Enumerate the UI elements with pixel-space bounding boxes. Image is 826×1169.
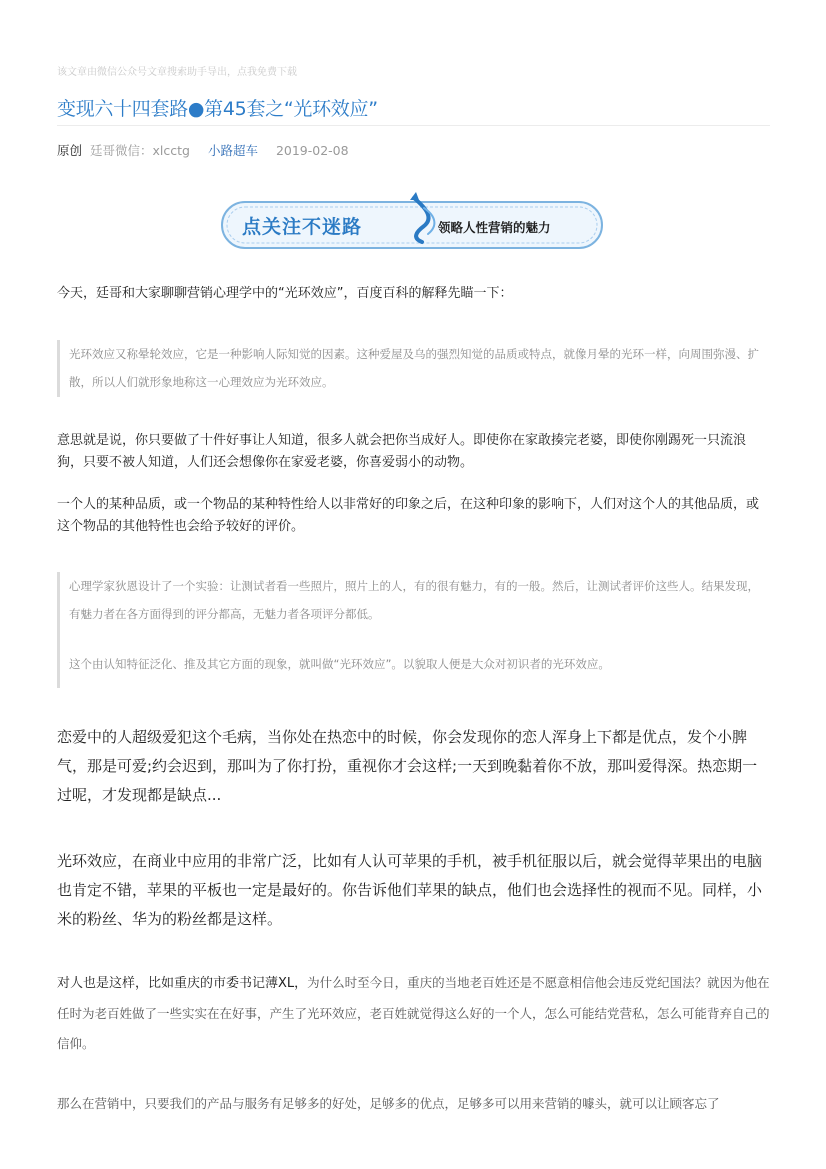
- article-meta: [57, 141, 355, 159]
- quote-summary-text: 这个由认知特征泛化、推及其它方面的现象，就叫做“光环效应”。以貌取人便是大众对初识者的光环效应。: [69, 657, 610, 671]
- article-title: 变现六十四套路●第45套之“光环效应”: [57, 98, 378, 120]
- banner-follow-text: 点关注不迷路: [242, 216, 363, 238]
- paragraph-explanation: 一个人的某种品质，或一个物品的某种特性给人以非常好的印象之后，在这种印象的影响下，人们对这个人的其他品质，或这个物品的其他特性也会给予较好的评价。: [57, 497, 760, 534]
- paragraph-meaning: 意思就是说，你只要做了十件好事让人知道，很多人就会把你当成好人。即使你在家敢揍完老婆，即使你刚踢死一只流浪狗，只要不被人知道，人们还会想像你在家爱老婆，你喜爱弱小的动物。: [57, 433, 747, 470]
- blockquote-experiment: [57, 572, 770, 688]
- export-notice-link[interactable]: 该文章由微信公众号文章搜索助手导出，点我免费下载: [57, 67, 297, 78]
- paragraph-person: [57, 968, 770, 1059]
- blockquote-definition: [57, 340, 770, 397]
- paragraph-intro: 今天，廷哥和大家聊聊营销心理学中的“光环效应”，百度百科的解释先瞄一下：: [57, 286, 513, 301]
- paragraph-person-lead: 对人也是这样，比如重庆的市委书记薄XL，: [57, 976, 308, 991]
- paragraph-love: 恋爱中的人超级爱犯这个毛病，当你处在热恋中的时候，你会发现你的恋人浑身上下都是优点，发个小脾气，那是可爱;约会迟到，那叫为了你打扮，重视你才会这样;一天到晚黏着你不放，那叫爱得深。热恋期一过呢，才发现都是缺点...: [57, 728, 758, 804]
- quote-definition-text: 光环效应又称晕轮效应，它是一种影响人际知觉的因素。这种爱屋及乌的强烈知觉的品质或特点，就像月晕的光环一样，向周围弥漫、扩散，所以人们就形象地称这一心理效应为光环效应。: [69, 347, 759, 389]
- title-divider: [57, 125, 770, 126]
- paragraph-marketing: 那么在营销中，只要我们的产品与服务有足够多的好处，足够多的优点，足够多可以用来营销的噱头，就可以让顾客忘了: [57, 1096, 720, 1111]
- follow-banner: [220, 186, 604, 252]
- paragraph-person-rest: 为什么时至今日，重庆的当地老百姓还是不愿意相信他会违反党纪国法？就因为他在任时为老百姓做了一些实实在在好事，产生了光环效应，老百姓就觉得这么好的一个人，怎么可能结党营私，怎么可能背弃自己的信仰。: [57, 975, 770, 1051]
- original-tag: 原创: [57, 143, 83, 158]
- account-link[interactable]: 小路超车: [207, 143, 258, 158]
- publish-date: 2019-02-08: [275, 143, 349, 158]
- paragraph-business: 光环效应，在商业中应用的非常广泛，比如有人认可苹果的手机，被手机征服以后，就会觉得苹果出的电脑也肯定不错，苹果的平板也一定是最好的。你告诉他们苹果的缺点，他们也会选择性的视而不见。同样，小米的粉丝、华为的粉丝都是这样。: [57, 852, 763, 928]
- quote-experiment-text: 心理学家狄恩设计了一个实验：让测试者看一些照片，照片上的人，有的很有魅力，有的一般。然后，让测试者评价这些人。结果发现，有魅力者在各方面得到的评分都高，无魅力者各项评分都低。: [69, 579, 759, 621]
- banner-tagline: 领略人性营销的魅力: [438, 220, 551, 235]
- author-name: 廷哥微信：xlcctg: [90, 143, 190, 158]
